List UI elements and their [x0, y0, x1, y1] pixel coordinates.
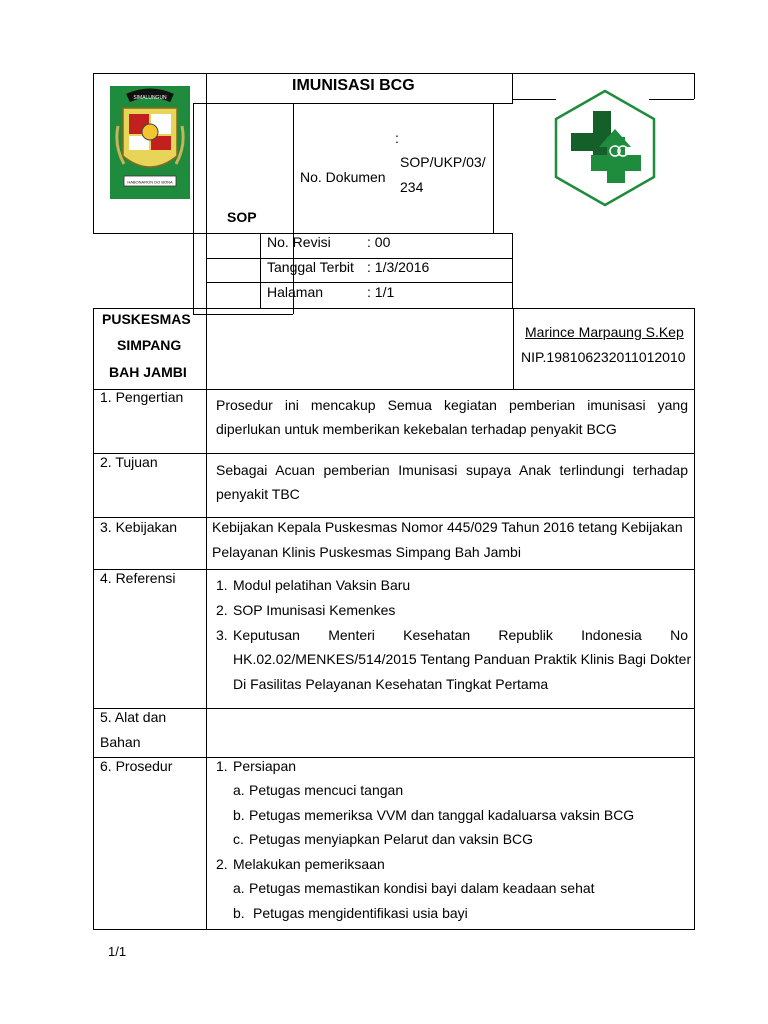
- list-item: Persiapan: [233, 758, 297, 774]
- list-item: SOP Imunisasi Kemenkes: [233, 602, 396, 618]
- org-name-line1: PUSKESMAS: [102, 311, 191, 327]
- section-text-line: Prosedur ini mencakup Semua kegiatan pemberian imunisasi yang: [216, 397, 688, 413]
- tanggal-label: Tanggal Terbit: [267, 259, 354, 275]
- simalungun-logo: [110, 86, 190, 199]
- no-dokumen-value-1: SOP/UKP/03/: [400, 154, 486, 170]
- tanggal-value: : 1/3/2016: [367, 259, 430, 275]
- halaman-value: : 1/1: [367, 284, 395, 300]
- list-item: Petugas mencuci tangan: [249, 782, 404, 798]
- section-text-line: diperlukan untuk memberikan kekebalan terhadap penyakit BCG: [216, 421, 617, 437]
- list-item: Petugas menyiapkan Pelarut dan vaksin BCG: [249, 831, 534, 847]
- section-label: 1. Pengertian: [100, 389, 184, 405]
- no-dokumen-label: No. Dokumen: [300, 169, 386, 185]
- list-letter: a.: [233, 782, 245, 798]
- list-item: Melakukan pemeriksaan: [233, 856, 385, 872]
- list-letter: a.: [233, 880, 245, 896]
- list-letter: b.: [233, 905, 245, 921]
- logo-text-top: SIMALUNGUN: [133, 95, 167, 101]
- sop-label: SOP: [227, 209, 257, 225]
- list-item: Petugas memeriksa VVM dan tanggal kadaluarsa vaksin BCG: [249, 807, 635, 823]
- section-text-line: Kebijakan Kepala Puskesmas Nomor 445/029 Tahun 2016 tetang Kebijakan: [212, 519, 683, 535]
- signer-name: Marince Marpaung S.Kep: [525, 324, 684, 340]
- section-label: 3. Kebijakan: [100, 519, 178, 535]
- list-number: 2.: [216, 602, 228, 618]
- list-number: 2.: [216, 856, 228, 872]
- list-number: 1.: [216, 577, 228, 593]
- page-number: 1/1: [108, 944, 127, 959]
- list-item: Modul pelatihan Vaksin Baru: [233, 577, 411, 593]
- document-title: IMUNISASI BCG: [292, 77, 415, 94]
- signer-nip: NIP.198106232011012010: [521, 349, 686, 365]
- section-label: 4. Referensi: [100, 570, 176, 586]
- puskesmas-logo: [553, 89, 657, 207]
- logo-text-bottom: HABONARON DO BONA: [127, 179, 173, 185]
- section-label: 6. Prosedur: [100, 758, 173, 774]
- section-text-line: penyakit TBC: [216, 486, 300, 502]
- org-name-line2: SIMPANG: [117, 337, 182, 353]
- section-label: 2. Tujuan: [100, 454, 158, 470]
- section-text-line: Pelayanan Klinis Puskesmas Simpang Bah Jambi: [212, 544, 521, 560]
- list-item: Petugas mengidentifikasi usia bayi: [253, 905, 468, 921]
- section-label: Bahan: [100, 734, 141, 750]
- list-number: 1.: [216, 758, 228, 774]
- section-text-line: Sebagai Acuan pemberian Imunisasi supaya Anak terlindungi terhadap: [216, 462, 688, 478]
- list-item-cont: HK.02.02/MENKES/514/2015 Tentang Panduan Praktik Klinis Bagi Dokter: [233, 651, 692, 667]
- halaman-label: Halaman: [267, 284, 324, 300]
- list-item-cont: Di Fasilitas Pelayanan Kesehatan Tingkat Pertama: [233, 676, 549, 692]
- list-letter: c.: [233, 831, 244, 847]
- section-label: 5. Alat dan: [100, 709, 167, 725]
- no-revisi-value: : 00: [367, 234, 391, 250]
- list-item: Petugas memastikan kondisi bayi dalam keadaan sehat: [249, 880, 595, 896]
- list-letter: b.: [233, 807, 245, 823]
- list-item: Keputusan Menteri Kesehatan Republik Indonesia No: [233, 627, 688, 643]
- no-dokumen-value-2: 234: [400, 179, 424, 195]
- no-revisi-label: No. Revisi: [267, 234, 331, 250]
- colon: :: [395, 130, 399, 146]
- list-number: 3.: [216, 627, 228, 643]
- org-name-line3: BAH JAMBI: [109, 364, 187, 380]
